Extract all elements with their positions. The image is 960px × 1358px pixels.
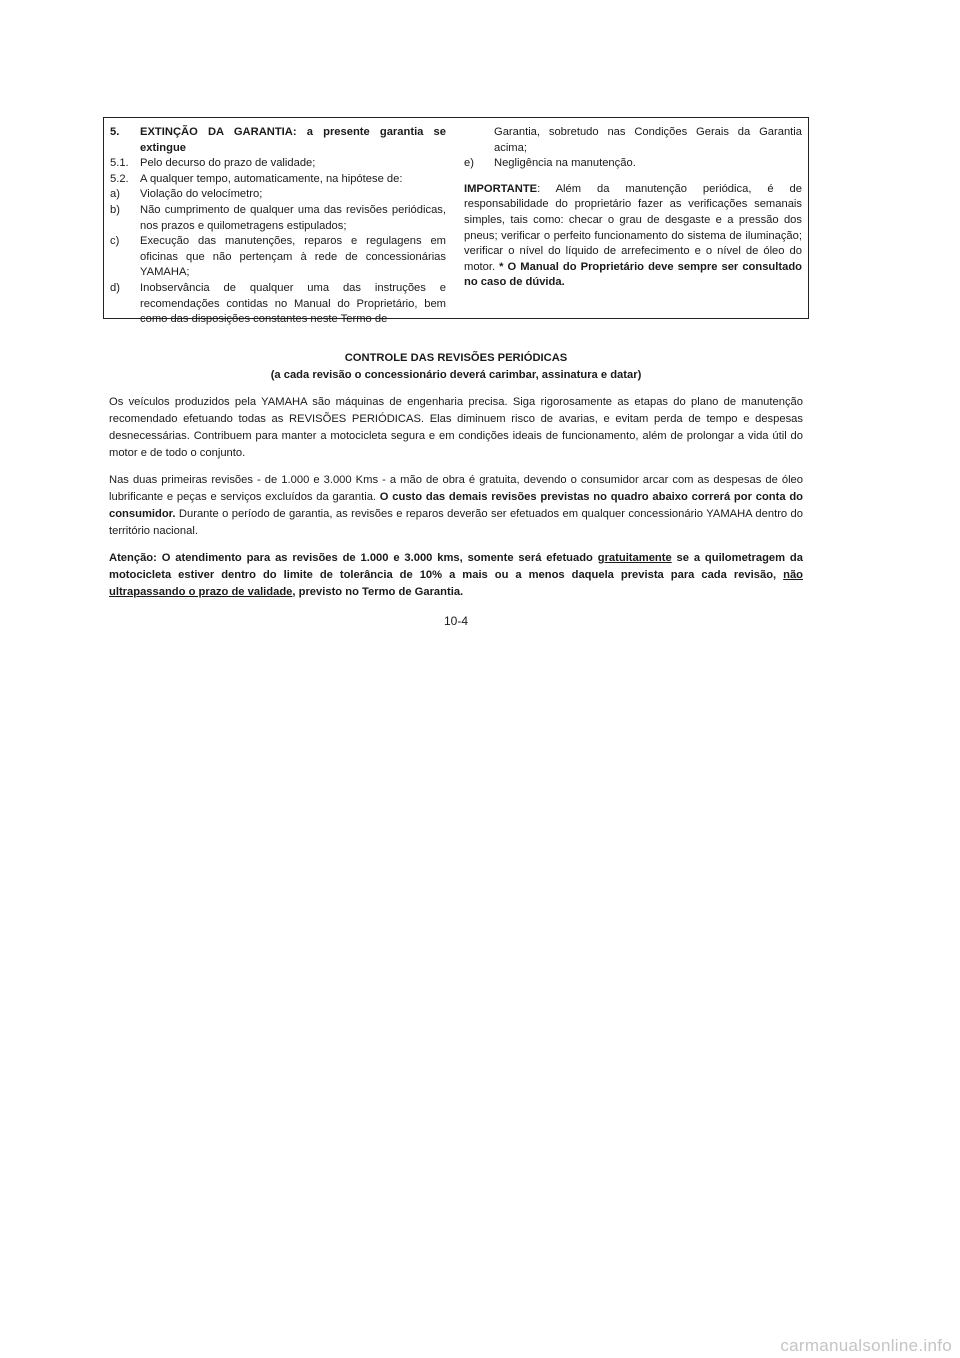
item-label: c) xyxy=(110,235,120,248)
item-label: 5.1. xyxy=(110,157,129,170)
list-item xyxy=(110,203,446,234)
item-text: Não cumprimento de qualquer uma das revisões periódicas, nos prazos e quilometragens estipulados; xyxy=(140,203,446,232)
paragraph-attention xyxy=(109,550,803,601)
list-item xyxy=(110,187,446,203)
item-label: d) xyxy=(110,281,120,294)
list-item xyxy=(110,281,446,328)
watermark-logo: carmanualsonline.info xyxy=(780,1336,952,1355)
p3-text: Atenção: O atendimento para as revisões de 1.000 e 3.000 kms, somente será efetuado xyxy=(109,552,598,564)
p2-bold: O custo das demais revisões previstas no quadro abaixo correrá por conta do consumidor. xyxy=(109,491,803,520)
paragraph-first-revisions xyxy=(109,472,803,540)
item-text: Inobservância de qualquer uma das instruções e recomendações contidas no Manual do Proprietário, bem como das disposições constantes neste Termo de xyxy=(140,281,446,326)
item-text: Violação do velocímetro; xyxy=(140,188,263,201)
list-item xyxy=(110,125,446,156)
item-text: Negligência na manutenção. xyxy=(494,157,636,170)
important-label: IMPORTANTE xyxy=(464,182,538,195)
p2-text: Nas duas primeiras revisões - de 1.000 e 3.000 Kms - a mão de obra é gratuita, devendo o consumidor arcar com as despesas de óleo lubrificante e peças e serviços excluídos da garantia. xyxy=(109,474,803,503)
item-label: a) xyxy=(110,188,120,201)
list-item xyxy=(110,172,446,188)
important-bold-text: * O Manual do Proprietário deve sempre ser consultado no caso de dúvida. xyxy=(464,260,802,289)
important-text: : Além da manutenção periódica, é de responsabilidade do proprietário fazer as verificações semanais simples, tais como: checar o grau de desgaste e a pressão dos pneus; verificar o perfeito funcionamento do sistema de iluminação; verificar o nível do líquido de arrefecimento e o nível de óleo do motor. xyxy=(464,182,802,273)
warranty-left-column xyxy=(110,125,446,328)
list-item xyxy=(110,234,446,281)
paragraph-intro: Os veículos produzidos pela YAMAHA são máquinas de engenharia precisa. Siga rigorosamente as etapas do plano de manutenção recomendado efetuando todas as REVISÕES PERIÓDICAS. Elas diminuem risco de avarias, e evitam perda de tempo e despesas desnecessárias. Contribuem para manter a motocicleta segura e em condições ideais de funcionamento, além de prolongar a vida útil do motor e de todo o conjunto. xyxy=(109,396,803,459)
p2-text-end: Durante o período de garantia, as revisões e reparos deverão ser efetuados em qualquer concessionário YAMAHA dentro do território nacional. xyxy=(109,508,803,537)
item-text: A qualquer tempo, automaticamente, na hipótese de: xyxy=(140,172,403,185)
item-label: 5.2. xyxy=(110,172,129,185)
p3-text-mid: se a quilometragem da motocicleta estiver dentro do limite de tolerância de 10% a mais ou a menos daquela prevista para cada revisão, xyxy=(109,552,803,581)
list-item xyxy=(464,156,802,172)
p3-underline-deadline: não ultrapassando o prazo de validade xyxy=(109,569,803,598)
item-text: EXTINÇÃO DA GARANTIA: a presente garantia se extingue xyxy=(140,126,446,154)
page-number: 10-4 xyxy=(443,614,469,628)
section-subtitle: (a cada revisão o concessionário deverá carimbar, assinatura e datar) xyxy=(270,369,642,381)
item-label: b) xyxy=(110,203,120,216)
continued-text: Garantia, sobretudo nas Condições Gerais da Garantia acima; xyxy=(494,126,802,154)
item-text: Execução das manutenções, reparos e regulagens em oficinas que não pertençam à rede de concessionárias YAMAHA; xyxy=(140,235,446,279)
item-text: Pelo decurso do prazo de validade; xyxy=(140,157,316,170)
item-label: e) xyxy=(464,157,474,170)
revision-control-section xyxy=(109,350,803,630)
list-item xyxy=(110,156,446,172)
section-title: CONTROLE DAS REVISÕES PERIÓDICAS xyxy=(344,352,568,364)
item-label: 5. xyxy=(110,126,120,138)
warranty-box xyxy=(103,117,809,326)
p3-text-end: , previsto no Termo de Garantia. xyxy=(292,586,464,598)
warranty-right-column xyxy=(464,125,802,291)
important-note xyxy=(464,182,802,291)
p3-underline-free: gratuitamente xyxy=(597,552,672,564)
